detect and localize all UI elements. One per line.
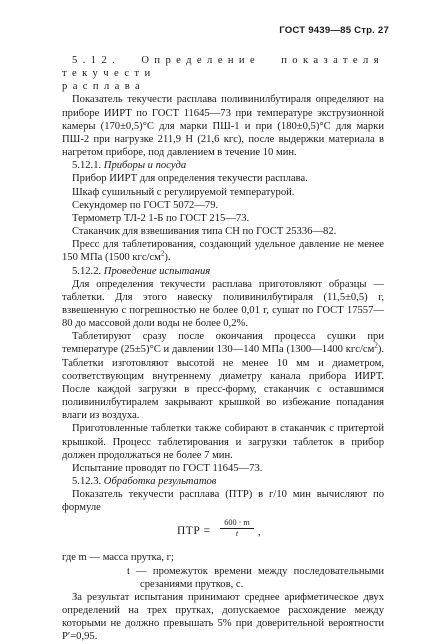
- section-5-12-1-number: 5.12.1.: [72, 160, 102, 172]
- section-5-12-3-heading: [62, 475, 384, 488]
- procedure-paragraph: Таблетируют сразу после окончания процесса сушки при температуре (25±5)°С и давлении 130—140 МПа (1300—1400 кгс/$см^2$). Таблетки изготовляют высотой не менее 10 мм и диаметром, соответствующим внутреннему диаметру канала прибора ИИРТ. После каждой загрузки в пресс-форму, стаканчик с оставшимся поливинилбутиралем закрывают крышкой во избежание попадания влаги из воздуха.: [62, 331, 384, 422]
- equipment-item: Стаканчик для взвешивания типа СН по ГОСТ 25336—82.: [72, 226, 337, 238]
- where-m-line: где m — масса прутка, г;: [62, 552, 174, 564]
- formula-denominator: t: [235, 529, 239, 539]
- section-5-12-paragraph: Показатель текучести расплава поливинилбутираля определяют на приборе ИИРТ по ГОСТ 11645—73 при температуре экструзионной камеры (170±0,5)°С для марки ПШ-1 и при (180±0,5)°С для марки ПШ-2 при нагрузке 211,9 Н (21,6 кгс), после выдержки материала в нагретом приборе, под давлением в течение 10 мин.: [62, 94, 384, 159]
- equipment-item-press: Пресс для таблетирования, создающий удельное давление не менее 150 МПа (1500 кгс/$см^2$).: [62, 239, 384, 264]
- equipment-item: Термометр ТЛ-2 1-Б по ГОСТ 215—73.: [72, 212, 250, 224]
- document-body: [62, 54, 384, 644]
- where-t-line: t — промежуток времени между последовательными срезаниями прутков, с.: [127, 565, 384, 590]
- section-5-12-title-line1: 5.12. Определение показателя текучести: [62, 55, 384, 80]
- formula-comma: ,: [258, 527, 261, 539]
- procedure-paragraph: Испытание проводят по ГОСТ 11645—73.: [72, 462, 263, 474]
- section-5-12-title-cont: расплава: [62, 81, 146, 93]
- equipment-item: Секундомер по ГОСТ 5072—79.: [72, 199, 219, 211]
- procedure-paragraph: Для определения текучести расплава приготовляют образцы — таблетки. Для этого навеску поливинилбутираля (11,5±0,5) г, взвешенную с погрешностью не более 0,01 г, сушат по ГОСТ 17557—80 до массовой доли воды не более 0,2%.: [62, 278, 384, 330]
- section-5-12-2-number: 5.12.2.: [72, 265, 102, 277]
- section-5-12-title: [62, 54, 384, 80]
- procedure-paragraph: Приготовленные таблетки также собирают в стаканчик с притертой крышкой. Процесс таблетирования и загрузки таблеток в прибор должен продолжаться не более 7 мин.: [62, 423, 384, 461]
- formula-fraction: [220, 518, 254, 538]
- ptr-formula: [62, 516, 384, 548]
- equipment-item: Прибор ИИРТ для определения текучести расплава.: [72, 173, 308, 185]
- equipment-item: Шкаф сушильный с регулируемой температурой.: [72, 186, 295, 198]
- formula-numerator: 600 · m: [220, 518, 254, 529]
- section-5-12-2-heading: [62, 265, 384, 278]
- formula-lhs: ПТР =: [177, 525, 211, 538]
- results-paragraph: Показатель текучести расплава (ПТР) в г/10 мин вычисляют по формуле: [62, 489, 384, 514]
- page-header: ГОСТ 9439—85 Стр. 27: [279, 25, 389, 36]
- section-5-12-2-title: Проведение испытания: [103, 265, 211, 277]
- section-5-12-3-number: 5.12.3.: [72, 476, 102, 487]
- results-final-paragraph: За результат испытания принимают среднее арифметическое двух определений на трех прутках, допускаемое расхождение между которыми не должно превышать 5% при доверительной вероятности Р′=0,95.: [62, 591, 384, 643]
- section-5-12-1-heading: [62, 159, 384, 172]
- section-5-12-1-title: Приборы и посуда: [103, 160, 187, 172]
- section-5-12-3-title: Обработка результатов: [103, 476, 217, 487]
